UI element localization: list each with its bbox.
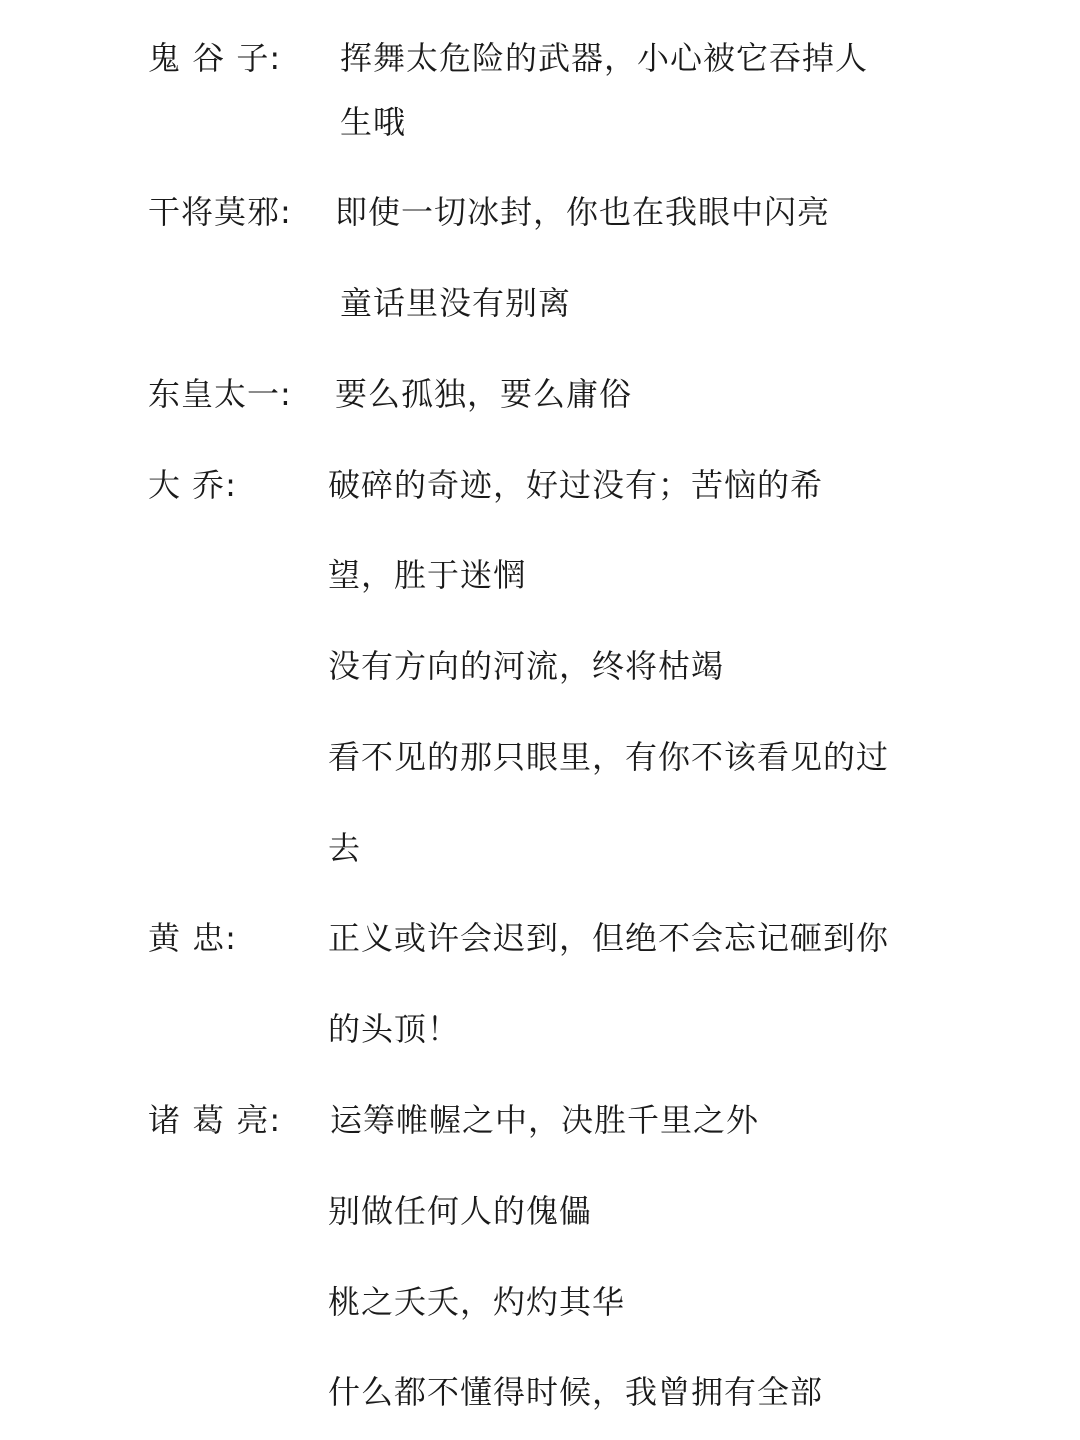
quote-line: 要么孤独，要么庸俗	[335, 375, 633, 413]
quote-line: 桃之夭夭，灼灼其华	[328, 1283, 626, 1321]
quote-line: 的头顶！	[328, 1010, 461, 1048]
quote-line: 没有方向的河流，终将枯竭	[328, 647, 725, 685]
quote-line: 童话里没有别离	[340, 284, 572, 322]
quote-line: 破碎的奇迹，好过没有；苦恼的希	[328, 466, 824, 504]
speaker-label: 诸 葛 亮:	[148, 1101, 282, 1139]
quote-line: 望，胜于迷惘	[328, 556, 527, 594]
speaker-label: 东皇太一:	[148, 375, 292, 413]
speaker-label: 大 乔:	[148, 466, 237, 504]
quote-line: 即使一切冰封，你也在我眼中闪亮	[335, 193, 831, 231]
quote-line: 正义或许会迟到，但绝不会忘记砸到你	[328, 919, 890, 957]
quote-line: 生哦	[340, 103, 407, 141]
quote-line: 挥舞太危险的武器，小心被它吞掉人	[340, 39, 869, 77]
quote-line: 看不见的那只眼里，有你不该看见的过	[328, 738, 890, 776]
speaker-label: 黄 忠:	[148, 919, 237, 957]
quote-line: 什么都不懂得时候，我曾拥有全部	[328, 1373, 824, 1411]
quote-line: 去	[328, 829, 362, 867]
quote-line: 别做任何人的傀儡	[328, 1192, 593, 1230]
quote-line: 运筹帷幄之中，决胜千里之外	[330, 1101, 760, 1139]
speaker-label: 鬼 谷 子:	[148, 39, 282, 77]
speaker-label: 干将莫邪:	[148, 193, 292, 231]
